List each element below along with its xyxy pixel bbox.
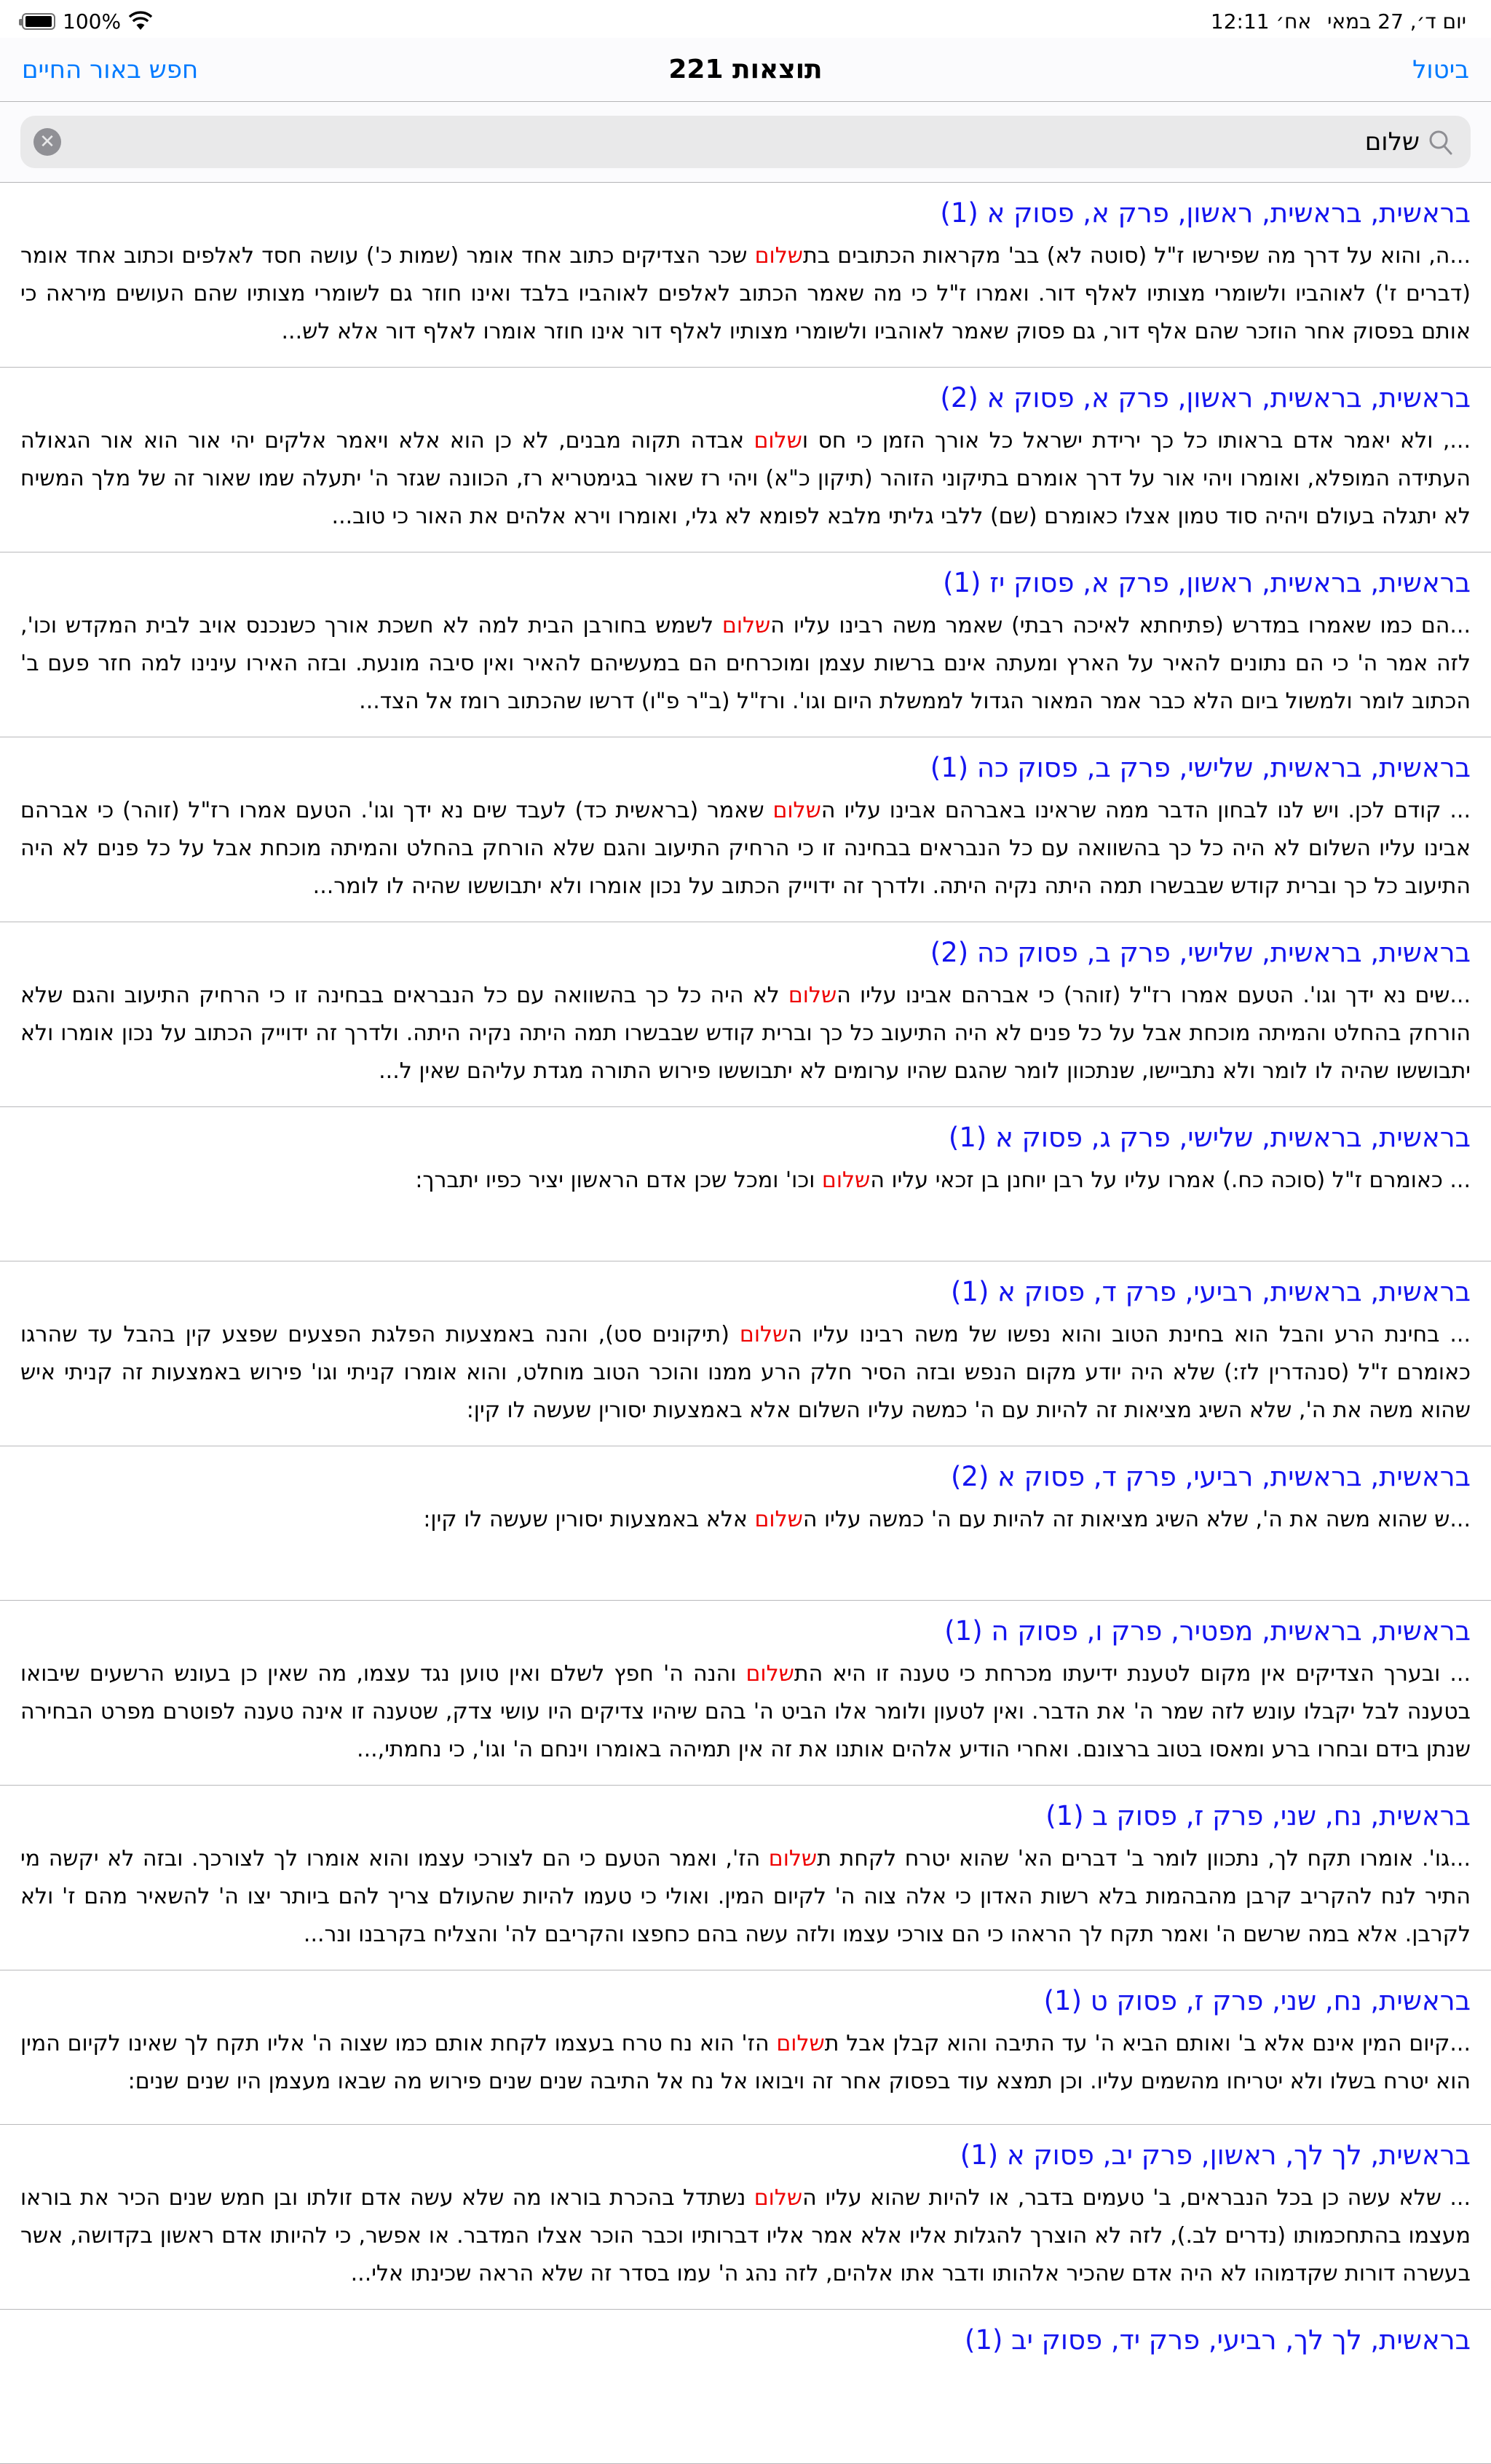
highlighted-term: שלום <box>721 613 771 638</box>
result-snippet <box>20 1655 1471 1769</box>
snippet-text: הז' הוא נח טרח בעצמו לקחת אותם כמו שצוה ה' אליו תקח לך שאינו לקיום המין הוא יטרח בשלו ולא יטריחו מהשמים עליו. וכן תמצא עוד בפסוק אחר זה ויבואו אל נח אל התיבה שנים שנים פירוש מה שבאו מעצמן היו שנים שנים: <box>20 2031 1471 2094</box>
battery-percent: 100% <box>63 9 122 33</box>
snippet-text: נשתדל בהכרת בוראו מה שלא עשה אדם זולתו ובן חמש שנים הכיר את בוראו מעצמו בהתחכמותו (נדרים לב.), לזה לא הוצרך להגלות אליו אלא אמר אליו דברותיו וכבר הוכר אצלו המדבר. או אפשר, כי להיותו אדם ראשון בקדושה, אשר בעשרה דורות שקדמוהו לא היה אדם שהכיר אלהותו ודבר אתו אלהים, לזה נהג ה' עמו בסדר זה שלא הראה שכינתו אלי... <box>20 2185 1471 2286</box>
search-result[interactable] <box>0 922 1491 1107</box>
status-datetime <box>1211 9 1466 33</box>
result-snippet <box>20 1316 1471 1430</box>
highlighted-term: שלום <box>768 1846 818 1871</box>
result-snippet <box>20 607 1471 721</box>
result-snippet <box>20 422 1471 536</box>
search-result[interactable] <box>0 737 1491 922</box>
battery-icon <box>22 13 55 30</box>
result-header: בראשית, בראשית, שלישי, פרק ג, פסוק א (1) <box>948 1122 1471 1153</box>
highlighted-term: שלום <box>739 1322 788 1347</box>
result-header: בראשית, בראשית, רביעי, פרק ד, פסוק א (2) <box>950 1461 1471 1492</box>
search-result[interactable] <box>0 1970 1491 2125</box>
snippet-text: ... ובערך הצדיקים אין מקום לטענת ידיעתו מכרחת כי טענה זו היא הת <box>794 1661 1471 1687</box>
search-result[interactable] <box>0 183 1491 368</box>
snippet-text: ... שלא עשה כן בכל הנבראים, ב' טעמים בדבר, או להיות שהוא עליו ה <box>802 2185 1471 2211</box>
highlighted-term: שלום <box>776 2031 825 2056</box>
snippet-text: ...גו'. אומרו תקח לך, נתכוון לומר ב' דברים הא' שהוא יטרח לקחת ת <box>817 1846 1471 1871</box>
snippet-text: ... כאומרם ז"ל (סוכה כח.) אמרו עליו על רבן יוחנן בן זכאי עליו ה <box>870 1168 1471 1193</box>
highlighted-term: שלום <box>754 428 802 453</box>
result-snippet <box>20 792 1471 906</box>
status-bar <box>0 0 1491 38</box>
highlighted-term: שלום <box>821 1168 871 1193</box>
highlighted-term: שלום <box>754 2185 803 2211</box>
snippet-text: ...ש שהוא משה את ה', שלא השיג מציאות זה להיות עם ה' כמשה עליו ה <box>802 1507 1471 1532</box>
result-snippet <box>20 237 1471 351</box>
nav-bar <box>0 38 1491 102</box>
result-header: בראשית, נח, שני, פרק ז, פסוק ט (1) <box>1043 1985 1471 2016</box>
status-left <box>22 9 153 33</box>
search-scope-link[interactable]: חפש באור החיים <box>22 55 199 84</box>
result-header: בראשית, בראשית, שלישי, פרק ב, פסוק כה (1) <box>930 752 1471 783</box>
result-header: בראשית, בראשית, שלישי, פרק ב, פסוק כה (2) <box>930 937 1471 968</box>
result-header: בראשית, בראשית, ראשון, פרק א, פסוק א (2) <box>940 382 1471 413</box>
result-snippet <box>20 2179 1471 2293</box>
results-list <box>0 183 1491 2464</box>
status-date: יום ד׳, 27 במאי <box>1327 9 1466 33</box>
snippet-text: וכו' ומכל שכן אדם הראשון יציר כפיו יתברך: <box>415 1168 822 1193</box>
search-icon <box>1427 128 1455 159</box>
search-result[interactable] <box>0 368 1491 552</box>
result-snippet <box>20 1162 1471 1200</box>
search-bar-area <box>0 102 1491 183</box>
result-header: בראשית, בראשית, מפטיר, פרק ו, פסוק ה (1) <box>944 1615 1471 1647</box>
highlighted-term: שלום <box>746 1661 794 1687</box>
search-field[interactable] <box>20 116 1471 168</box>
snippet-text: (תיקונים סט), והנה באמצעות הפלגת הפצעים שפצע קין בהבל עד שהרגו כאומרם ז"ל (סנהדרין לז:) שלא היה יודע מקום הנפש ובזה הסיר חלק הרע ממנו והוכר הטוב מוחלט, והוא אומרו קניתי וגו' פירוש באמצעות זה קניתי איש שהוא משה את ה', שלא השיג מציאות זה להיות עם ה' כמשה עליו השלום אלא באמצעות יסורין שעשה לו קין: <box>20 1322 1471 1423</box>
highlighted-term: שלום <box>772 798 821 823</box>
snippet-text: והנה ה' חפץ לשלם ואין טוען נגד עצמו, מה שאין כן בעונש הרשעים שיבואו בטענה לבל יקבלו עונש לזה שמר ה' את הדבר. ואין לטעון ולומר אלו הביט ה' בהם שיהיו צדיקים היו עושי צדק, שטענה זו אינה טענה לפוטרם מפרט הבחירה שנתן בידם ובחרו ברע ומאסו בטוב ברצונם. ואחרי הודיע אלהים אותנו את זה אין תמיהה באומרו וינחם ה' וגו', כי נחמתי,... <box>20 1661 1471 1762</box>
snippet-text: הז', ואמר הטעם כי הם לצורכי עצמו והוא אומרו לך לצורכך. ובזה לא יקשה מי התיר לנח להקריב קרבן מהבהמות בלא רשות האדון כי אלה צוה ה' לקיום המין. ואולי כי טעמו להיות שהעולם צריך להם ביותר יצו ה' להשאיר מהם ז' ולא לקרבן. אלא במה שרשם ה' ואמר תקח לך הראהו כי הם צורכי עצמו ולזה עשה בהם כחפצו והקריבם לה' והצליח בקרבנו ונר... <box>20 1846 1471 1947</box>
clear-search-icon[interactable]: ✕ <box>33 128 61 156</box>
snippet-text: ... קודם לכן. ויש לנו לבחון הדבר ממה שראינו באברהם אבינו עליו ה <box>820 798 1471 823</box>
search-result[interactable] <box>0 552 1491 737</box>
result-header: בראשית, בראשית, רביעי, פרק ד, פסוק א (1) <box>950 1276 1471 1307</box>
result-snippet <box>20 2025 1471 2101</box>
snippet-text: לשמש בחורבן הבית למה לא חשכת אורך כשנכנס אויב לבית המקדש וכו', לזה אמר ה' כי הם נתונים להאיר על הארץ ומעתה אינם ברשות עצמן ומוכרחים הם במעשיהם להאיר ואין סיבה מונעת. ובזה האירו עינינו למה חזר פעם ב' הכתוב לומר ולמשול ביום הלא כבר אמר המאור הגדול לממשלת היום וגו'. ורז"ל (ב"ר פ"ו) דרשו שהכתוב רומז אל הצד... <box>20 613 1471 714</box>
search-result[interactable] <box>0 2310 1491 2464</box>
highlighted-term: שלום <box>788 983 837 1008</box>
result-snippet <box>20 1501 1471 1539</box>
status-time: 12:11 אח׳ <box>1210 9 1312 33</box>
snippet-text: ..., ולא יאמר אדם בראותו כל כך ירידת ישראל כל אורך הזמן כי חס ו <box>802 428 1471 453</box>
snippet-text: ...הם כמו שאמרו במדרש (פתיחתא לאיכה רבתי) שאמר משה רבינו עליו ה <box>770 613 1471 638</box>
search-input[interactable] <box>20 116 1471 168</box>
snippet-text: לא היה כל כך בהשוואה עם כל הנבראים בבחינה זו כי הרחיק התיעוב והגם שלא הורחק בהחלט והמיתה מוכחת אבל על כל פנים לא היה התיעוב כל כך וברית קודש שבבשרו תמה היתה נקיה היתה. ולדרך זה ידוייק הכתוב על נכון אומרו ולא יתבוששו שהיה לו לומר ולא נתביישו, שנתכוון לומר שהגם שהיו ערומים לא יתבוששו פירוש התורה מגדת עליהם שאין ל... <box>20 983 1471 1084</box>
highlighted-term: שלום <box>754 1507 803 1532</box>
result-header: בראשית, בראשית, ראשון, פרק א, פסוק א (1) <box>940 197 1471 229</box>
snippet-text: אבדה תקוה מבנים, לא כן הוא אלא ויאמר אלקים יהי אור הוא אור הגאולה העתידה המופלא, ואומרו ויהי אור על דרך אומרם בתיקוני הזוהר (תיקון כ"א) ויהי רז שאור בגימטריא רז, הכוונה שגזר ה' יתעלה שמו שאור זה של מלך המשיח לא יתגלה בעולם ויהיה סוד טמון אצלו כאומרם (שם) ללבי גליתי מלבא לפומא לא גלי, ואומרו וירא אלהים את האור כי טוב... <box>20 428 1471 529</box>
snippet-text: שכר הצדיקים כתוב אחד אומר (שמות כ') עושה חסד לאלפים וכתוב אחד אומר (דברים ז') לאוהביו ולשומרי מצותיו לאלף דור. ואמרו ז"ל כי מה שאמר הכתוב לאלפים לאוהביו בלבד ואינו חוזר גם לשומרי מצותיו שהם העושים מיראה כי אותם בפסוק אחר הוזכר שהם אלף דור, גם פסוק שאמר לאוהביו ולשומרי מצותיו לאלף דור אינו חוזר אומרו לאלף דור אלא לש... <box>20 243 1471 344</box>
highlighted-term: שלום <box>754 243 804 269</box>
cancel-button[interactable]: ביטול <box>1412 55 1469 84</box>
snippet-text: ... בחינת הרע והבל הוא בחינת הטוב והוא נפשו של משה רבינו עליו ה <box>788 1322 1471 1347</box>
result-header: בראשית, בראשית, ראשון, פרק א, פסוק יז (1) <box>943 567 1471 598</box>
search-result[interactable] <box>0 1261 1491 1446</box>
snippet-text: שאמר (בראשית כד) לעבד שים נא ידך וגו'. הטעם אמרו רז"ל (זוהר) כי אברהם אבינו עליו השלום לא היה כל כך בהשוואה עם כל הנבראים בבחינה זו כי הרחיק התיעוב והגם שלא הורחק בהחלט והמיתה מוכחת אבל על כל פנים לא היה התיעוב כל כך וברית קודש שבבשרו תמה היתה נקיה היתה. ולדרך זה ידוייק הכתוב על נכון אומרו ולא יתבוששו שהיה לו לומר... <box>20 798 1471 899</box>
result-header: בראשית, נח, שני, פרק ז, פסוק ב (1) <box>1045 1800 1471 1831</box>
snippet-text: ...קיום המין אינם אלא ב' ואותם הביא ה' עד התיבה והוא קבלן אבל ת <box>824 2031 1471 2056</box>
result-header: בראשית, לך לך, ראשון, פרק יב, פסוק א (1) <box>960 2139 1471 2171</box>
results-count-title: 221 תוצאות <box>668 55 823 84</box>
search-result[interactable] <box>0 1107 1491 1261</box>
search-result[interactable] <box>0 1786 1491 1970</box>
result-snippet <box>20 977 1471 1090</box>
result-snippet <box>20 1840 1471 1954</box>
search-result[interactable] <box>0 1601 1491 1786</box>
snippet-text: ...שים נא ידך וגו'. הטעם אמרו רז"ל (זוהר) כי אברהם אבינו עליו ה <box>837 983 1471 1008</box>
search-result[interactable] <box>0 2125 1491 2310</box>
snippet-text: ...ה, והוא על דרך מה שפירשו ז"ל (סוטה לא) בב' מקראות הכתובים בת <box>803 243 1471 269</box>
result-header: בראשית, לך לך, רביעי, פרק יד, פסוק יב (1) <box>965 2324 1471 2356</box>
wifi-icon <box>128 12 153 31</box>
snippet-text: אלא באמצעות יסורין שעשה לו קין: <box>423 1507 755 1532</box>
search-result[interactable] <box>0 1446 1491 1601</box>
